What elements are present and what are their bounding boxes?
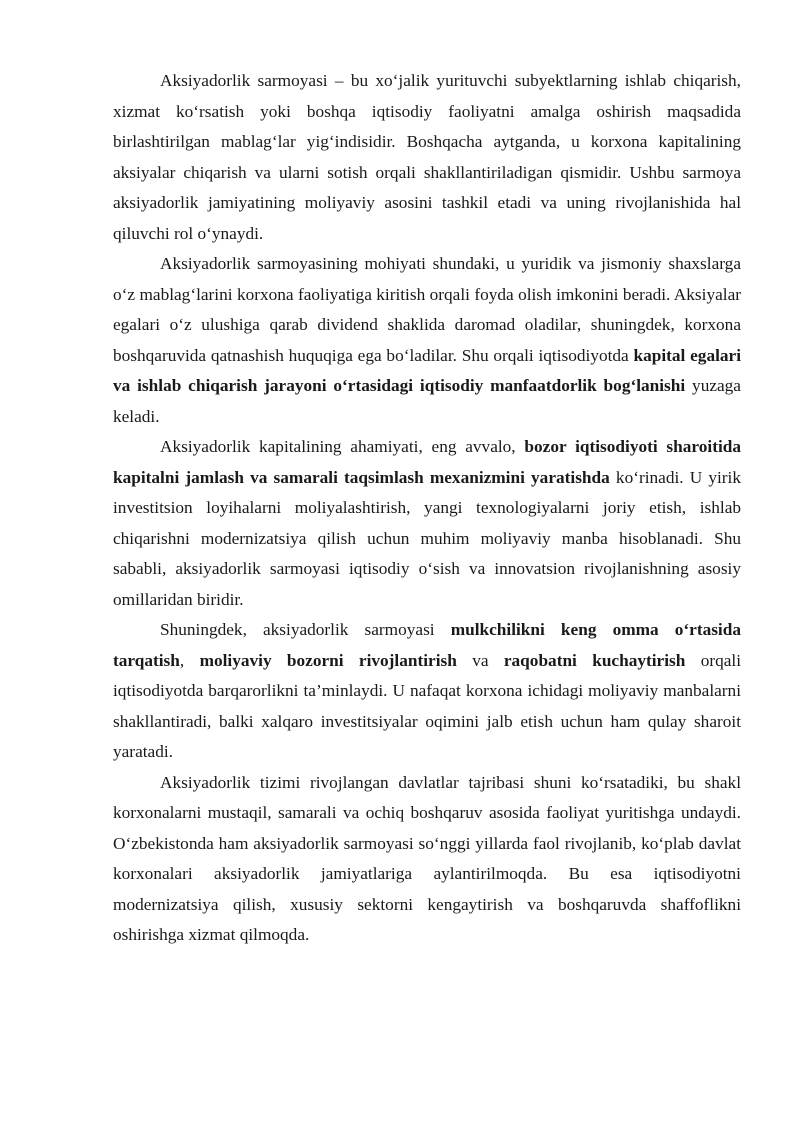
paragraph-text: , <box>179 650 200 670</box>
paragraph-1 <box>113 66 741 249</box>
paragraph-text: orqali iqtisodiyotda barqarorlikni ta’minlaydi. U nafaqat korxona ichidagi moliyaviy manbalarni shakllantiradi, balki xalqaro investitsiyalar oqimini jalb etish uchun ham qulay sharoit yaratadi. <box>113 650 742 761</box>
paragraph-text: Aksiyadorlik sarmoyasi – bu xo‘jalik yurituvchi subyektlarning ishlab chiqarish, xizmat ko‘rsatish yoki boshqa iqtisodiy faoliyatni amalga oshirish maqsadida birlashtirilgan mablag‘lar yig‘indisidir. Boshqacha aytganda, u korxona kapitalining aksiyalar chiqarish va ularni sotish orqali shakllantiriladigan qismidir. Ushbu sarmoya aksiyadorlik jamiyatining moliyaviy asosini tashkil etadi va uning rivojlanishida hal qiluvchi rol o‘ynaydi. <box>113 71 741 243</box>
paragraph-text: va <box>456 650 504 670</box>
paragraph-text: Shuningdek, aksiyadorlik sarmoyasi <box>160 620 451 639</box>
paragraph-text: Aksiyadorlik tizimi rivojlangan davlatlar tajribasi shuni ko‘rsatadiki, bu shakl korxonalarni mustaqil, samarali va ochiq boshqaruv asosida faoliyat yuritishga undaydi. O‘zbekistonda ham aksiyadorlik sarmoyasi so‘nggi yillarda faol rivojlanib, ko‘plab davlat korxonalari aksiyadorlik jamiyatlariga aylantirilmoqda. Bu esa iqtisodiyotni modernizatsiya qilish, xususiy sektorni kengaytirish va boshqaruvda shaffoflikni oshirishga xizmat qilmoqda. <box>113 772 741 944</box>
paragraph-text: Aksiyadorlik sarmoyasining mohiyati shundaki, u yuridik va jismoniy shaxslarga o‘z mablag‘larini korxona faoliyatiga kiritish orqali foyda olish imkonini beradi. Aksiyalar egalari o‘z ulushiga qarab dividend shaklida daromad oladilar, shuningdek, korxona boshqaruvida qatnashish huquqiga ega bo‘ladilar. Shu orqali iqtisodiyotda <box>113 254 741 365</box>
paragraph-4 <box>113 615 741 768</box>
paragraph-text: ko‘rinadi. U yirik investitsion loyihalarni moliyalashtirish, yangi texnologiyalarni joriy etish, ishlab chiqarishni modernizatsiya qilish uchun muhim moliyaviy manba hisoblanadi. Shu sababli, aksiyadorlik sarmoyasi iqtisodiy o‘sish va innovatsion rivojlanishning asosiy omillaridan biridir. <box>113 467 741 609</box>
paragraph-3 <box>113 432 741 615</box>
bold-phrase: raqobatni kuchaytirish <box>503 650 686 670</box>
bold-phrase: kapital egalari va ishlab chiqarish jarayoni o‘rtasidagi iqtisodiy manfaatdorlik bog‘lanishi <box>113 345 741 395</box>
bold-phrase: bozor iqtisodiyoti sharoitida kapitalni jamlash va samarali taqsimlash mexanizmini yaratishda <box>113 437 741 487</box>
bold-phrase: moliyaviy bozorni rivojlantirish <box>199 650 457 670</box>
paragraph-2 <box>113 249 741 432</box>
document-page <box>113 66 741 951</box>
paragraph-text: yuzaga keladi. <box>113 376 741 426</box>
bold-phrase: mulkchilikni keng omma o‘rtasida tarqatish <box>113 620 741 670</box>
paragraph-text: Aksiyadorlik kapitalining ahamiyati, eng avvalo, <box>160 437 525 456</box>
paragraph-5 <box>113 768 741 951</box>
